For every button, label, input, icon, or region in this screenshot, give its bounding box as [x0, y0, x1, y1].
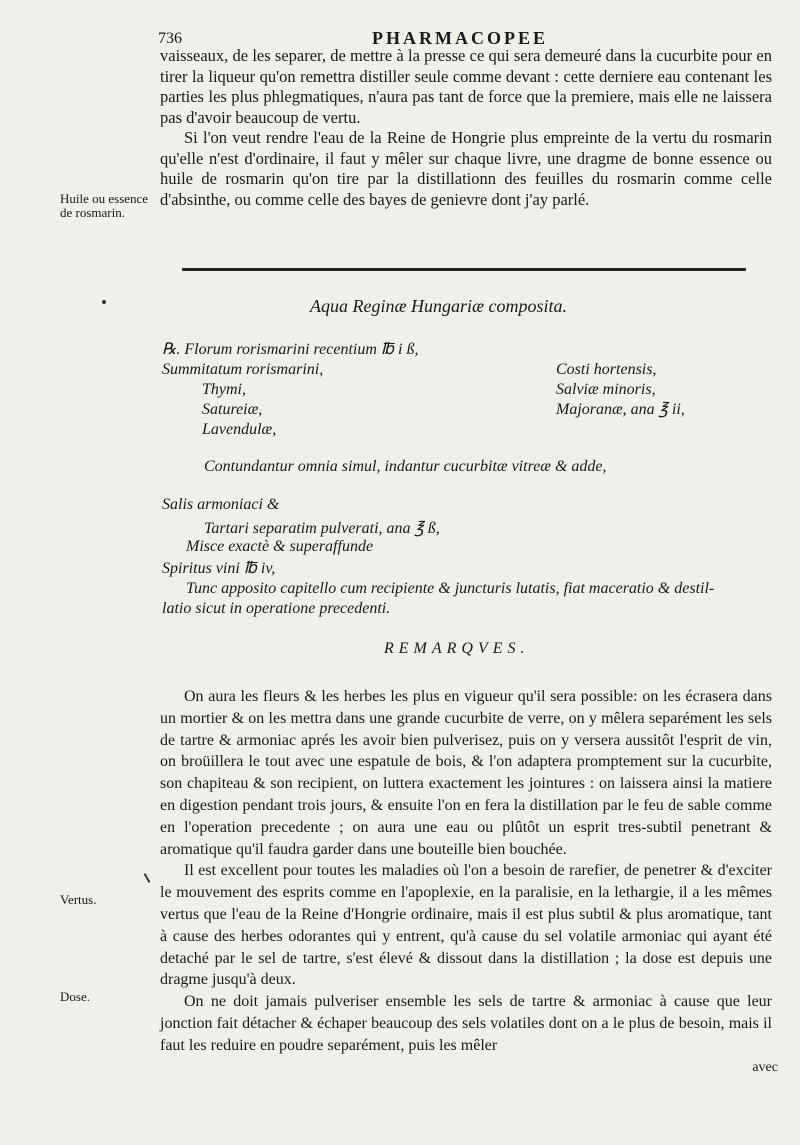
recipe-line: Salis armoniaci & — [162, 496, 280, 513]
recipe-left-column — [162, 340, 418, 440]
recipe-title: Aqua Reginæ Hungariæ composita. — [310, 296, 567, 316]
paragraph: Il est excellent pour toutes les maladies où l'on a besoin de rarefier, de penetrer & d'exciter le mouvement des esprits comme en l'apoplexie, en la paralisie, en la lethargie, il a les mêmes vertus que l'eau de la Reine d'Hongrie ordinaire, mais il est plus subtil & plus aromatique, tant à cause des herbes odorantes qui y entrent, qu'à cause du sel volatile armoniac qui ayant été detaché par le sel de tartre, s'est élevé & dissout dans la distillation ; la dose est depuis une dragme jusqu'à deux. — [160, 862, 772, 989]
recipe-line: Thymi, — [202, 381, 246, 398]
recipe-line: Satureiæ, — [202, 401, 263, 418]
recipe-line: Misce exactè & superaffunde — [186, 538, 374, 555]
remarques-heading: REMARQVES. — [384, 640, 530, 657]
recipe-line: Tartari separatim pulverati, ana ℥ ß, — [204, 520, 440, 537]
margin-note-huile: Huile ou essence de rosmarin. — [60, 191, 149, 220]
ink-dot — [102, 300, 106, 304]
margin-note-dose: Dose. — [60, 989, 90, 1004]
recipe-instruction: Contundantur omnia simul, indantur cucurbitæ vitreæ & adde, — [204, 458, 607, 475]
top-text — [160, 46, 772, 210]
ink-mark — [144, 873, 151, 883]
running-head: PHARMACOPEE — [372, 28, 548, 48]
page-number: 736 — [158, 30, 182, 47]
catchword: avec — [752, 1060, 778, 1075]
paragraph: On aura les fleurs & les herbes les plus en vigueur qu'il sera possible: on les écrasera dans un mortier & on les mettra dans une grande cucurbite de verre, on y mêlera separément les sels de tartre & armoniac aprés les avoir bien pulverisez, puis on y versera aussitôt l'esprit de vin, on broüillera le tout avec une espatule de bois, & l'on adaptera promptement sur la cucurbite, son chapiteau & son recipient, on luttera exactement les jointures : on laissera ainsi la matiere en digestion pendant trois jours, & ensuite l'on en fera la distillation par le feu de sable comme en l'operation precedente ; on aura une eau ou plûtôt un esprit tres-subtil penetrant & aromatique qu'il faudra garder dans une bouteille bien bouchée. — [160, 688, 772, 858]
paragraph: Si l'on veut rendre l'eau de la Reine de Hongrie plus empreinte de la vertu du rosmarin qu'elle n'est d'ordinaire, il faut y mêler sur chaque livre, une dragme de bonne essence ou huile de rosmarin qu'on tire par la distillationn des feuilles du rosmarin comme celle d'absinthe, ou comme celle des bayes de genievre dont j'ay parlé. — [160, 128, 772, 209]
recipe-line: Majoranæ, ana ℥ ii, — [556, 401, 685, 418]
recipe-line: latio sicut in operatione precedenti. — [162, 600, 391, 617]
recipe-line: Spiritus vini ℔ iv, — [162, 560, 276, 577]
paragraph: On ne doit jamais pulveriser ensemble les sels de tartre & armoniac à cause que leur jonction fait détacher & échaper beaucoup des sels volatiles dont on a le plus de besoin, mais il faut les reduire en poudre separément, puis les mêler — [160, 993, 772, 1054]
recipe-line: Tunc apposito capitello cum recipiente & juncturis lutatis, fiat maceratio & destil- — [186, 580, 715, 597]
recipe-right-column — [556, 360, 685, 420]
recipe-line: ℞. Florum rorismarini recentium ℔ i ß, — [162, 341, 419, 358]
margin-note-vertus: Vertus. — [60, 892, 97, 907]
remarques-text — [160, 686, 772, 1057]
recipe-line: Lavendulæ, — [202, 421, 277, 438]
recipe-line: Salviæ minoris, — [556, 381, 656, 398]
recipe-line: Summitatum rorismarini, — [162, 361, 324, 378]
paragraph: vaisseaux, de les separer, de mettre à la presse ce qui sera demeuré dans la cucurbite pour en tirer la liqueur qu'on remettra distiller seule comme devant : cette derniere eau contenant les parties les plus phlegmatiques, n'aura pas tant de force que la premiere, mais elle ne laissera pas d'avoir beaucoup de vertu. — [160, 46, 772, 127]
recipe-line: Costi hortensis, — [556, 361, 657, 378]
section-rule — [182, 268, 746, 271]
